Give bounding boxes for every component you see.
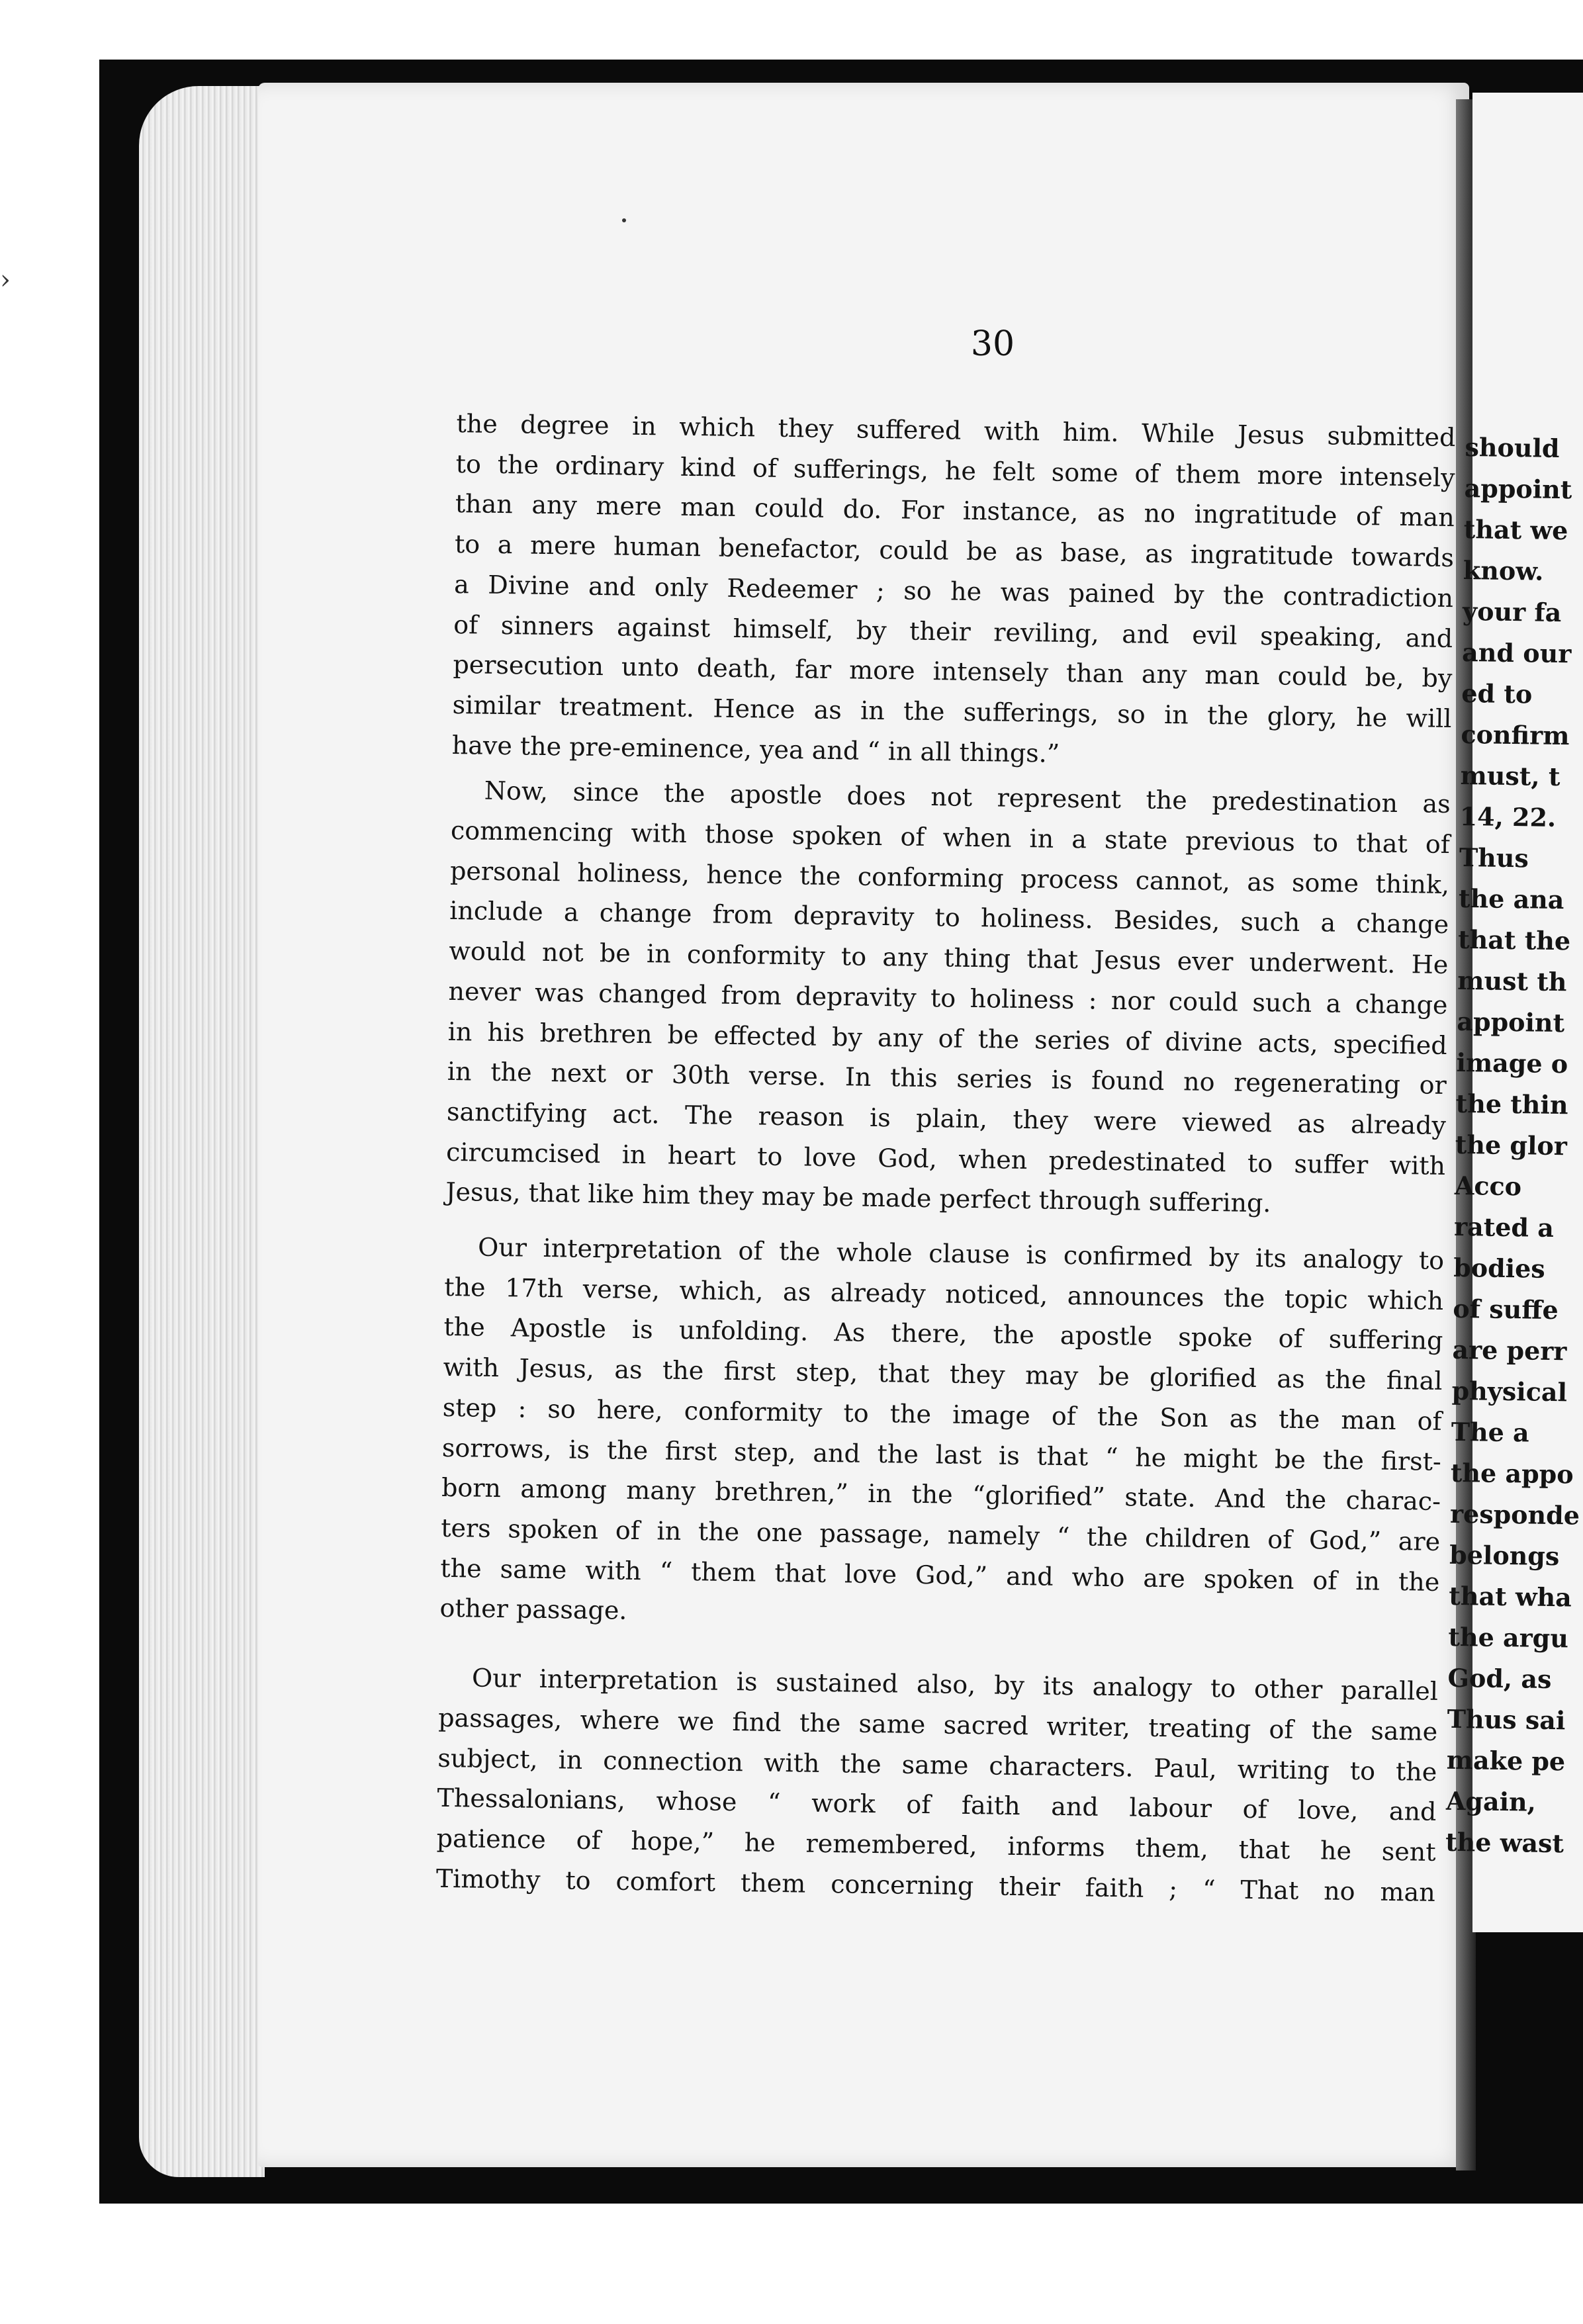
paragraph-2 (445, 770, 1451, 1226)
facing-line: that the (1457, 924, 1571, 956)
facing-line: belongs (1449, 1539, 1560, 1572)
text-line: Our interpretation is sustained also, by its analogy to other parallel (471, 1663, 1439, 1706)
text-line: the degree in which they suffered with him. While Jesus submitted (456, 408, 1456, 453)
page-edges (139, 86, 265, 2177)
facing-line: that we (1463, 514, 1568, 546)
text-line: than any mere man could do. For instance, as no ingratitude of man (455, 489, 1455, 533)
facing-line: Again, (1445, 1785, 1537, 1817)
text-line: sanctifying act. The reason is plain, they were viewed as already (446, 1096, 1447, 1140)
facing-line: appoint (1464, 472, 1572, 505)
facing-line: God, as (1447, 1662, 1552, 1695)
text-line: step : so here, conformity to the image of the Son as the man of (442, 1392, 1442, 1436)
paragraph-3 (439, 1227, 1444, 1642)
facing-line: of suffe (1453, 1293, 1559, 1325)
text-line: subject, in connection with the same characters. Paul, writing to the (437, 1743, 1437, 1787)
facing-line: Thus (1459, 842, 1529, 873)
text-line: sorrows, is the first step, and the last is that “ he might be the first- (441, 1433, 1442, 1476)
facing-line: the glor (1455, 1129, 1568, 1161)
facing-line: that wha (1449, 1580, 1572, 1613)
text-line: to a mere human benefactor, could be as base, as ingratitude towards (454, 529, 1455, 573)
facing-line: physical (1451, 1375, 1568, 1408)
body-text (435, 404, 1455, 1912)
text-line: never was changed from depravity to holiness : nor could such a change (448, 976, 1448, 1020)
facing-line: make pe (1446, 1744, 1566, 1777)
text-line: Now, since the apostle does not represent the predestination as (484, 776, 1451, 819)
text-line: born among many brethren,” in the “glorified” state. And the charac- (441, 1473, 1441, 1517)
facing-line: are perr (1452, 1334, 1567, 1366)
text-line: Timothy to comfort them concerning their faith ; “ That no man (435, 1863, 1436, 1907)
text-line: ters spoken of in the one passage, namely “ the children of God,” are (440, 1513, 1441, 1556)
text-line: circumcised in heart to love God, when predestinated to suffer with (445, 1137, 1446, 1181)
text-line: Jesus, that like him they may be made perfect through suffering. (445, 1177, 1271, 1218)
text-line: the Apostle is unfolding. As there, the apostle spoke of suffering (443, 1312, 1443, 1356)
margin-mark: › (0, 265, 11, 295)
paragraph-1 (451, 404, 1455, 779)
text-line: other passage. (439, 1593, 627, 1626)
facing-line: the thin (1455, 1088, 1568, 1120)
facing-line: bodies (1453, 1252, 1546, 1284)
ink-speck (622, 218, 626, 222)
text-line: personal holiness, hence the conforming process cannot, as some think, (449, 856, 1450, 899)
text-line: a Divine and only Redeemer ; so he was pained by the contradiction (453, 569, 1454, 613)
facing-line: responde (1449, 1498, 1580, 1531)
text-line: include a change from depravity to holiness. Besides, such a change (449, 896, 1449, 940)
text-line: would not be in conformity to any thing that Jesus ever underwent. He (449, 936, 1449, 980)
facing-line: the argu (1448, 1621, 1569, 1654)
text-line: persecution unto death, far more intensely than any man could be, by (453, 650, 1453, 693)
facing-line: must, t (1460, 760, 1560, 792)
text-line: commencing with those spoken of when in a state previous to that of (450, 815, 1451, 860)
text-line: of sinners against himself, by their reviling, and evil speaking, and (453, 609, 1453, 653)
text-line: with Jesus, as the first step, that they may be glorified as the final (443, 1353, 1443, 1396)
text-line: the same with “ them that love God,” and who are spoken of in the (440, 1553, 1440, 1597)
facing-page-text (1445, 427, 1583, 1865)
facing-line: Acco (1454, 1170, 1522, 1202)
text-line: passages, where we find the same sacred writer, treating of the same (437, 1703, 1438, 1746)
facing-line: image o (1456, 1047, 1568, 1079)
facing-line: appoint (1457, 1006, 1565, 1038)
facing-line: confirm (1461, 719, 1570, 751)
facing-line: the appo (1450, 1457, 1574, 1490)
facing-line: must th (1457, 965, 1567, 997)
facing-line: know. (1463, 555, 1544, 586)
facing-line: the wast (1445, 1826, 1564, 1859)
text-line: in the next or 30th verse. In this series is found no regenerating or (447, 1057, 1447, 1100)
paragraph-4 (435, 1658, 1438, 1912)
facing-line: and our (1461, 637, 1572, 669)
facing-line: should (1465, 431, 1560, 463)
facing-line: ed to (1461, 678, 1533, 709)
facing-line: your fa (1462, 596, 1562, 628)
text-line: patience of hope,” he remembered, informs them, that he sent (436, 1823, 1436, 1867)
facing-line: the ana (1458, 883, 1564, 915)
text-line: have the pre-eminence, yea and “ in all things.” (451, 730, 1060, 768)
text-line: to the ordinary kind of sufferings, he felt some of them more intensely (455, 449, 1455, 492)
text-line: Thessalonians, whose “ work of faith and labour of love, and (437, 1783, 1437, 1827)
facing-line: Thus sai (1447, 1703, 1566, 1736)
text-line: similar treatment. Hence as in the sufferings, so in the glory, he will (452, 690, 1452, 733)
facing-line: The a (1451, 1416, 1530, 1448)
page-number: 30 (970, 324, 1015, 364)
text-line: the 17th verse, which, as already noticed, announces the topic which (444, 1272, 1444, 1316)
facing-line: rated a (1453, 1211, 1555, 1243)
text-line: Our interpretation of the whole clause is confirmed by its analogy to (477, 1232, 1445, 1276)
facing-line: 14, 22. (1459, 801, 1557, 832)
text-line: in his brethren be effected by any of the series of divine acts, specified (447, 1016, 1447, 1060)
